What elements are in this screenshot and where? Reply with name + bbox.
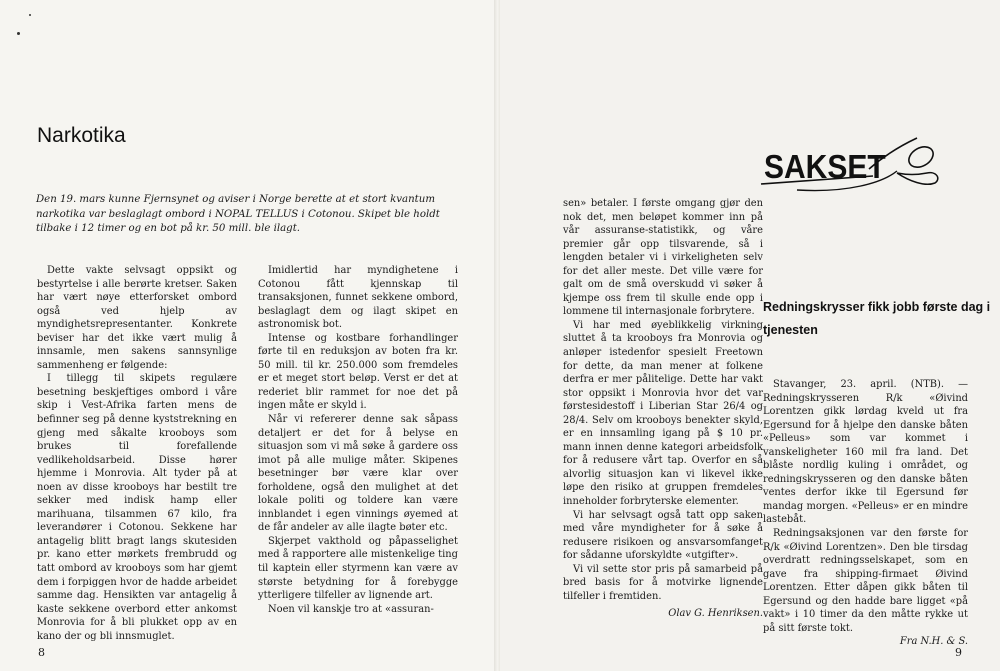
article-title: Narkotika (37, 124, 126, 147)
page-number-right: 9 (955, 646, 962, 659)
paragraph: Intense og kostbare forhandlinger førte til en reduksjon av boten fra kr. 50 mill. til kr. 250.000 som fremdeles er et meget stort beløp. Verst er det at rederiet blir rammet for noe det på ingen måte er skyld i. (258, 332, 458, 412)
paragraph: Dette vakte selvsagt oppsikt og bestyrtelse i alle berørte kretser. Saken har vært nøye etterforsket ombord også ved hjelp av myndighetsrepresentanter. Konkrete beviser har det ikke vært mulig å innsamle, men sakens sannsynlige sammenheng er følgende: (37, 265, 237, 371)
paragraph: Imidlertid har myndighetene i Cotonou fått kjennskap til transaksjonen, funnet sekkene ombord, beslaglagt dem og ilagt skipet en astronomisk bot. (258, 265, 458, 331)
paragraph: Noen vil kanskje tro at «assuran- (268, 603, 434, 615)
paragraph: Når vi refererer denne sak såpass detaljert er det for å belyse en situasjon som vi må søke å gardere oss imot på alle mulige måter. Skipenes besetninger bør være klar over forholdene, også den mulighet at det lokale politi og toldere kan være innblandet i egen vinnings øyemed at de får andeler av alle ilagte bøter etc. (258, 414, 458, 534)
sakset-logo (757, 135, 942, 197)
print-speck (17, 32, 20, 35)
sidebar-headline: Redningskrysser fikk jobb første dag i tjenesten (763, 300, 991, 337)
paragraph: Skjerpet vakthold og påpasselighet med å rapportere alle mistenkelige ting til kaptein eller styrmenn kan være av største betydning for å forebygge ytterligere tilfeller av lignende art. (258, 535, 458, 602)
paragraph: Stavanger, 23. april. (NTB). — Redningskrysseren R/k «Øivind Lorentzen gikk lørdag kveld ut fra Egersund for å hjelpe den danske båten «Pelleus» som var kommet i vanskeligheter 160 mil fra land. Det blåste nordlig kuling i området, og redningskrysseren og den danske båten ventes derfor ikke til Egersund før mandag morgen. «Pelleus» er en mindre lastebåt. (763, 379, 968, 526)
logo-text: SAKSET (764, 149, 886, 186)
paragraph: Vi vil sette stor pris på samarbeid på bred basis for å motvirke lignende tilfeller i fremtiden. (563, 563, 763, 602)
paragraph: I tillegg til skipets regulære besetning beskjeftiges ombord i våre skip i Vest-Afrika farten mens de befinner seg på denne kyststrekning en gjeng med såkalte krooboys som brukes til forefallende vedlikeholdsarbeid. Disse hører hjemme i Monrovia. Alt tyder på at noen av disse krooboys har bestilt tre sekker med indisk hamp eller marihuana, tilsammen 67 kilo, fra leverandører i Cotonou. Sekkene har antagelig blitt bragt langs skutesiden pr. kano etter mørkets frembrudd og tatt ombord av krooboys som har gjemt dem i forpiggen hvor de hadde arbeidet samme dag. Hensikten var antagelig å kaste sekkene overbord etter ankomst Monrovia for å bli plukket opp av en kano der og bli innsmuglet. (37, 373, 237, 642)
page-gutter (494, 0, 500, 671)
right-column-2 (763, 378, 968, 649)
credit-line: Fra N.H. & S. (899, 636, 968, 648)
article-lead: Den 19. mars kunne Fjernsynet og aviser i Norge berette at et stort kvantum narkotika var beslaglagt ombord i NOPAL TELLUS i Cotonou. Skipet ble holdt tilbake i 12 timer og en bot på kr. 50 mill. ble ilagt. (36, 194, 440, 234)
paragraph: Vi har med øyeblikkelig virkning sluttet å ta krooboys fra Monrovia og anløper istedenfor spesielt Freetown for dette, da man mener at folkene derfra er mer pålitelige. Dette har vakt stor oppsikt i Monrovia hvor det var førstesidestoff i Liberian Star 26/4 og 28/4. Selv om krooboys benekter skyld, er en innsamling igang på $ 10 pr. mann innen denne kategori arbeidsfolk for å redusere vårt tap. Overfor en så alvorlig situasjon kan vi likevel ikke løpe den risiko at gruppen fremdeles inneholder forbryterske elementer. (563, 319, 763, 508)
paragraph: sen» betaler. I første omgang gjør den nok det, men beløpet kommer inn på vår assuranse-statistikk, og våre premier går opp tilsvarende, så i lengden betaler vi i virkeligheten selv for det aller meste. Det ville være for galt om de små overskudd vi søker å kjempe oss frem til skulle ende opp i lommene til internasjonale forbrytere. (563, 198, 763, 318)
signature: Olav G. Henriksen. (668, 608, 763, 620)
left-column-1 (37, 264, 237, 643)
print-speck (29, 14, 31, 16)
page-number-left: 8 (38, 646, 45, 659)
right-column-1 (563, 197, 763, 621)
paragraph: Vi har selvsagt også tatt opp saken med våre myndigheter for å søke å redusere risikoen og ansvarsomfanget for sådanne uforskyldte «utgifter». (563, 509, 763, 562)
left-column-2 (258, 264, 458, 616)
paragraph: Redningsaksjonen var den første for R/k «Øivind Lorentzen». Den ble tirsdag overdratt redningsselskapet, som en gave fra shipping-firmaet Øivind Lorentzen. Etter dåpen gikk båten til Egersund og den hadde bare ligget «på vakt» i 10 timer da den måtte rykke ut på sitt første tokt. (763, 528, 968, 634)
